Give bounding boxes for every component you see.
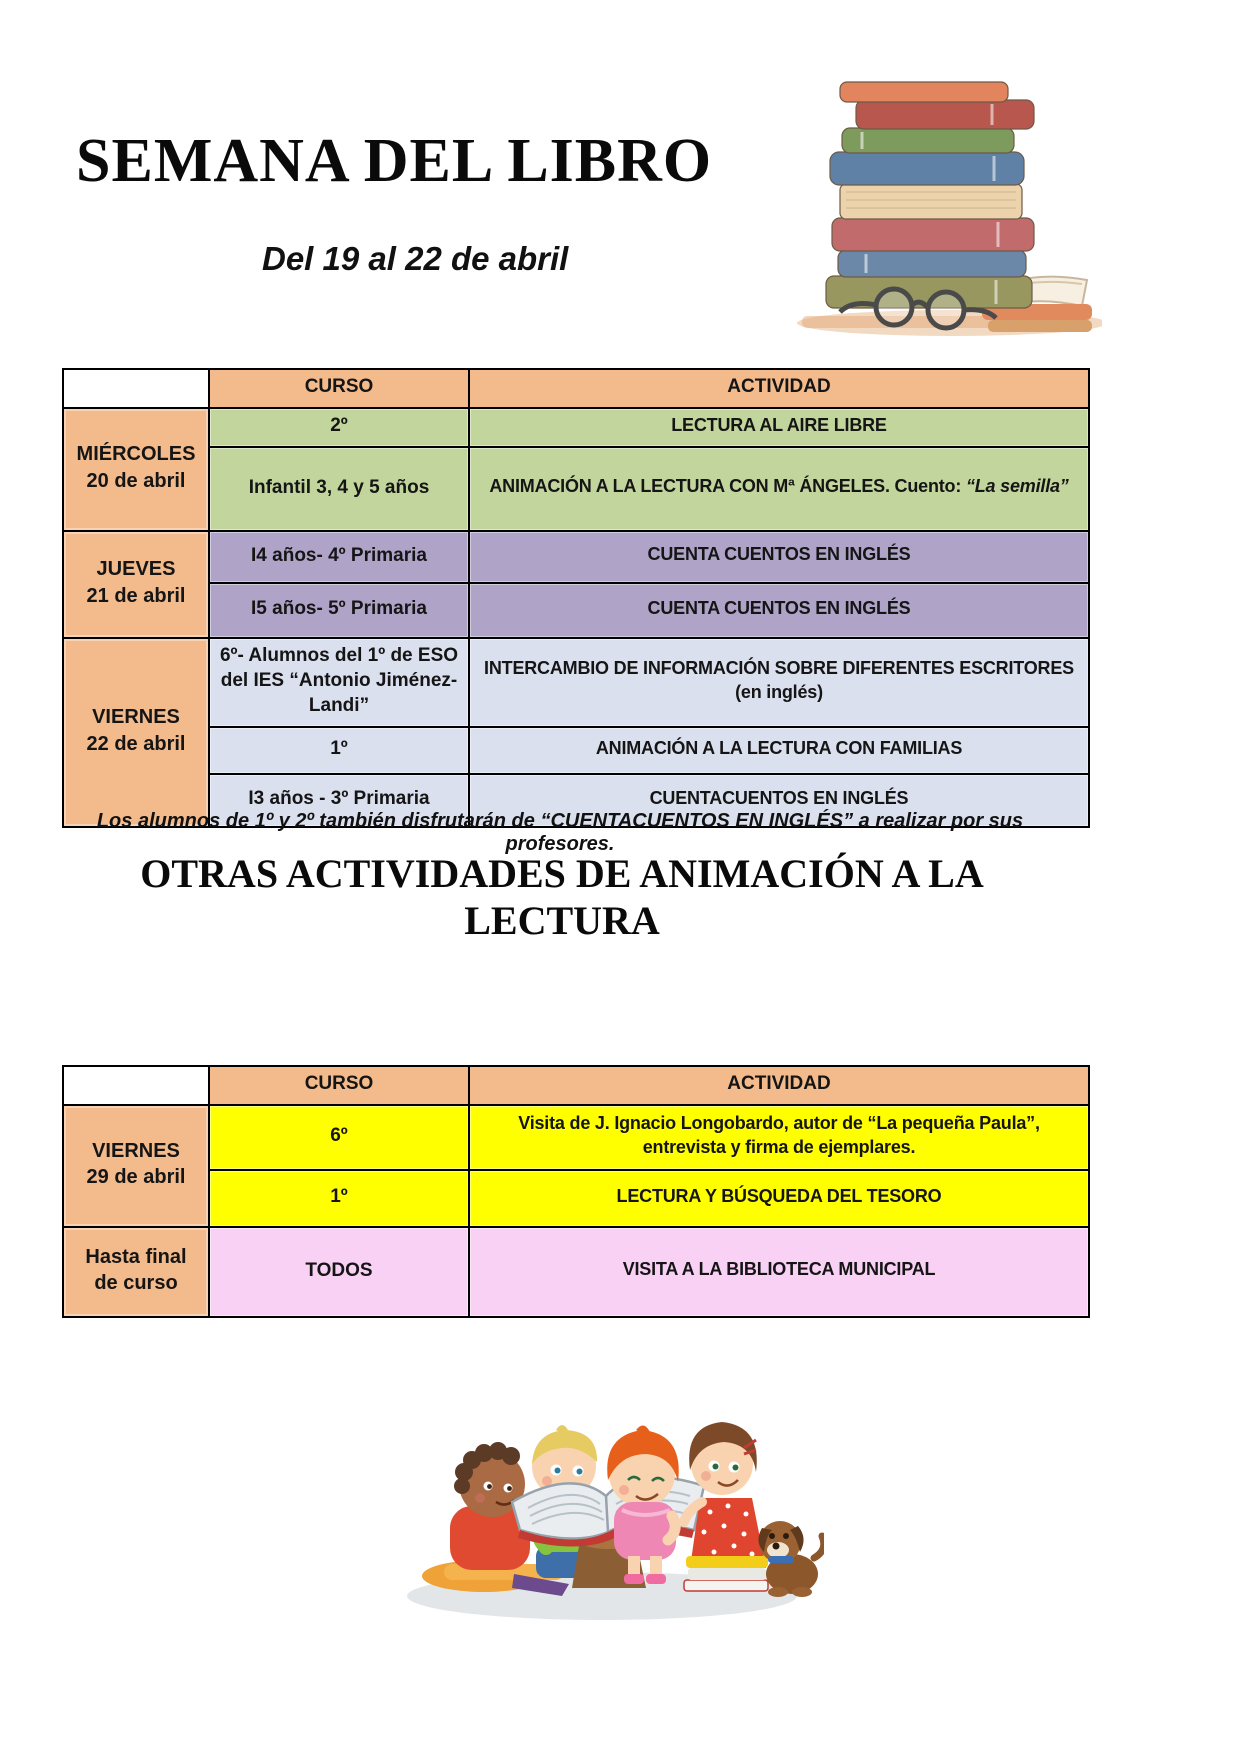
curso-cell: I5 años- 5º Primaria bbox=[209, 583, 469, 638]
day-name: VIERNES bbox=[92, 706, 180, 729]
actividad-cell bbox=[469, 447, 1089, 531]
day-cell-jueves bbox=[63, 531, 209, 638]
curso-cell: 6º- Alumnos del 1º de ESO del IES “Antonio Jiménez-Landi” bbox=[209, 638, 469, 727]
column-header-actividad: ACTIVIDAD bbox=[469, 369, 1089, 408]
day-cell-viernes bbox=[63, 638, 209, 827]
actividad-cell: CUENTA CUENTOS EN INGLÉS bbox=[469, 531, 1089, 583]
curso-cell: 6º bbox=[209, 1105, 469, 1170]
column-header-actividad: ACTIVIDAD bbox=[469, 1066, 1089, 1105]
actividad-cell: CUENTACUENTOS EN INGLÉS bbox=[469, 774, 1089, 827]
table-corner-blank bbox=[63, 1066, 209, 1105]
day-name: JUEVES bbox=[96, 558, 176, 581]
page-subtitle: Del 19 al 22 de abril bbox=[262, 240, 569, 277]
section-title-otras-actividades: OTRAS ACTIVIDADES DE ANIMACIÓN A LA LECTURA bbox=[140, 851, 984, 943]
actividad-cell: CUENTA CUENTOS EN INGLÉS bbox=[469, 583, 1089, 638]
footnote: Los alumnos de 1º y 2º también disfrutarán de “CUENTACUENTOS EN INGLÉS” a realizar por sus profesores. bbox=[96, 810, 1024, 855]
curso-cell: 1º bbox=[209, 727, 469, 774]
day-date: de curso bbox=[94, 1272, 178, 1295]
day-name: MIÉRCOLES bbox=[76, 443, 196, 466]
actividad-text: INTERCAMBIO DE INFORMACIÓN SOBRE DIFERENTES ESCRITORES bbox=[484, 658, 1074, 679]
actividad-text: ANIMACIÓN A LA LECTURA CON Mª ÁNGELES. Cuento: bbox=[489, 476, 962, 497]
actividad-cell: VISITA A LA BIBLIOTECA MUNICIPAL bbox=[469, 1227, 1089, 1317]
day-date: 21 de abril bbox=[86, 584, 186, 607]
day-cell-viernes-29 bbox=[63, 1105, 209, 1227]
activity-table-week bbox=[62, 368, 1090, 828]
curso-cell: Infantil 3, 4 y 5 años bbox=[209, 447, 469, 531]
actividad-quote: “La semilla” bbox=[965, 476, 1069, 497]
day-date: 22 de abril bbox=[86, 732, 186, 755]
day-cell-hasta-final bbox=[63, 1227, 209, 1317]
actividad-cell bbox=[469, 638, 1089, 727]
curso-cell: 1º bbox=[209, 1170, 469, 1227]
day-name: VIERNES bbox=[92, 1139, 180, 1162]
curso-cell: I3 años - 3º Primaria bbox=[209, 774, 469, 827]
column-header-curso: CURSO bbox=[209, 1066, 469, 1105]
actividad-cell: LECTURA AL AIRE LIBRE bbox=[469, 408, 1089, 447]
curso-cell: I4 años- 4º Primaria bbox=[209, 531, 469, 583]
actividad-cell: ANIMACIÓN A LA LECTURA CON FAMILIAS bbox=[469, 727, 1089, 774]
table-corner-blank bbox=[63, 369, 209, 408]
actividad-cell: Visita de J. Ignacio Longobardo, autor de “La pequeña Paula”, entrevista y firma de ejemplares. bbox=[469, 1105, 1089, 1170]
books-stack-illustration bbox=[782, 80, 1102, 338]
day-date: 20 de abril bbox=[86, 469, 186, 492]
day-date: 29 de abril bbox=[86, 1166, 186, 1189]
page-title: SEMANA DEL LIBRO bbox=[76, 127, 713, 195]
children-reading-illustration bbox=[384, 1258, 824, 1633]
curso-cell: 2º bbox=[209, 408, 469, 447]
day-name: Hasta final bbox=[85, 1245, 187, 1268]
column-header-curso: CURSO bbox=[209, 369, 469, 408]
day-cell-miercoles bbox=[63, 408, 209, 531]
actividad-cell: LECTURA Y BÚSQUEDA DEL TESORO bbox=[469, 1170, 1089, 1227]
actividad-text-line2: (en inglés) bbox=[735, 681, 823, 702]
curso-cell: TODOS bbox=[209, 1227, 469, 1317]
